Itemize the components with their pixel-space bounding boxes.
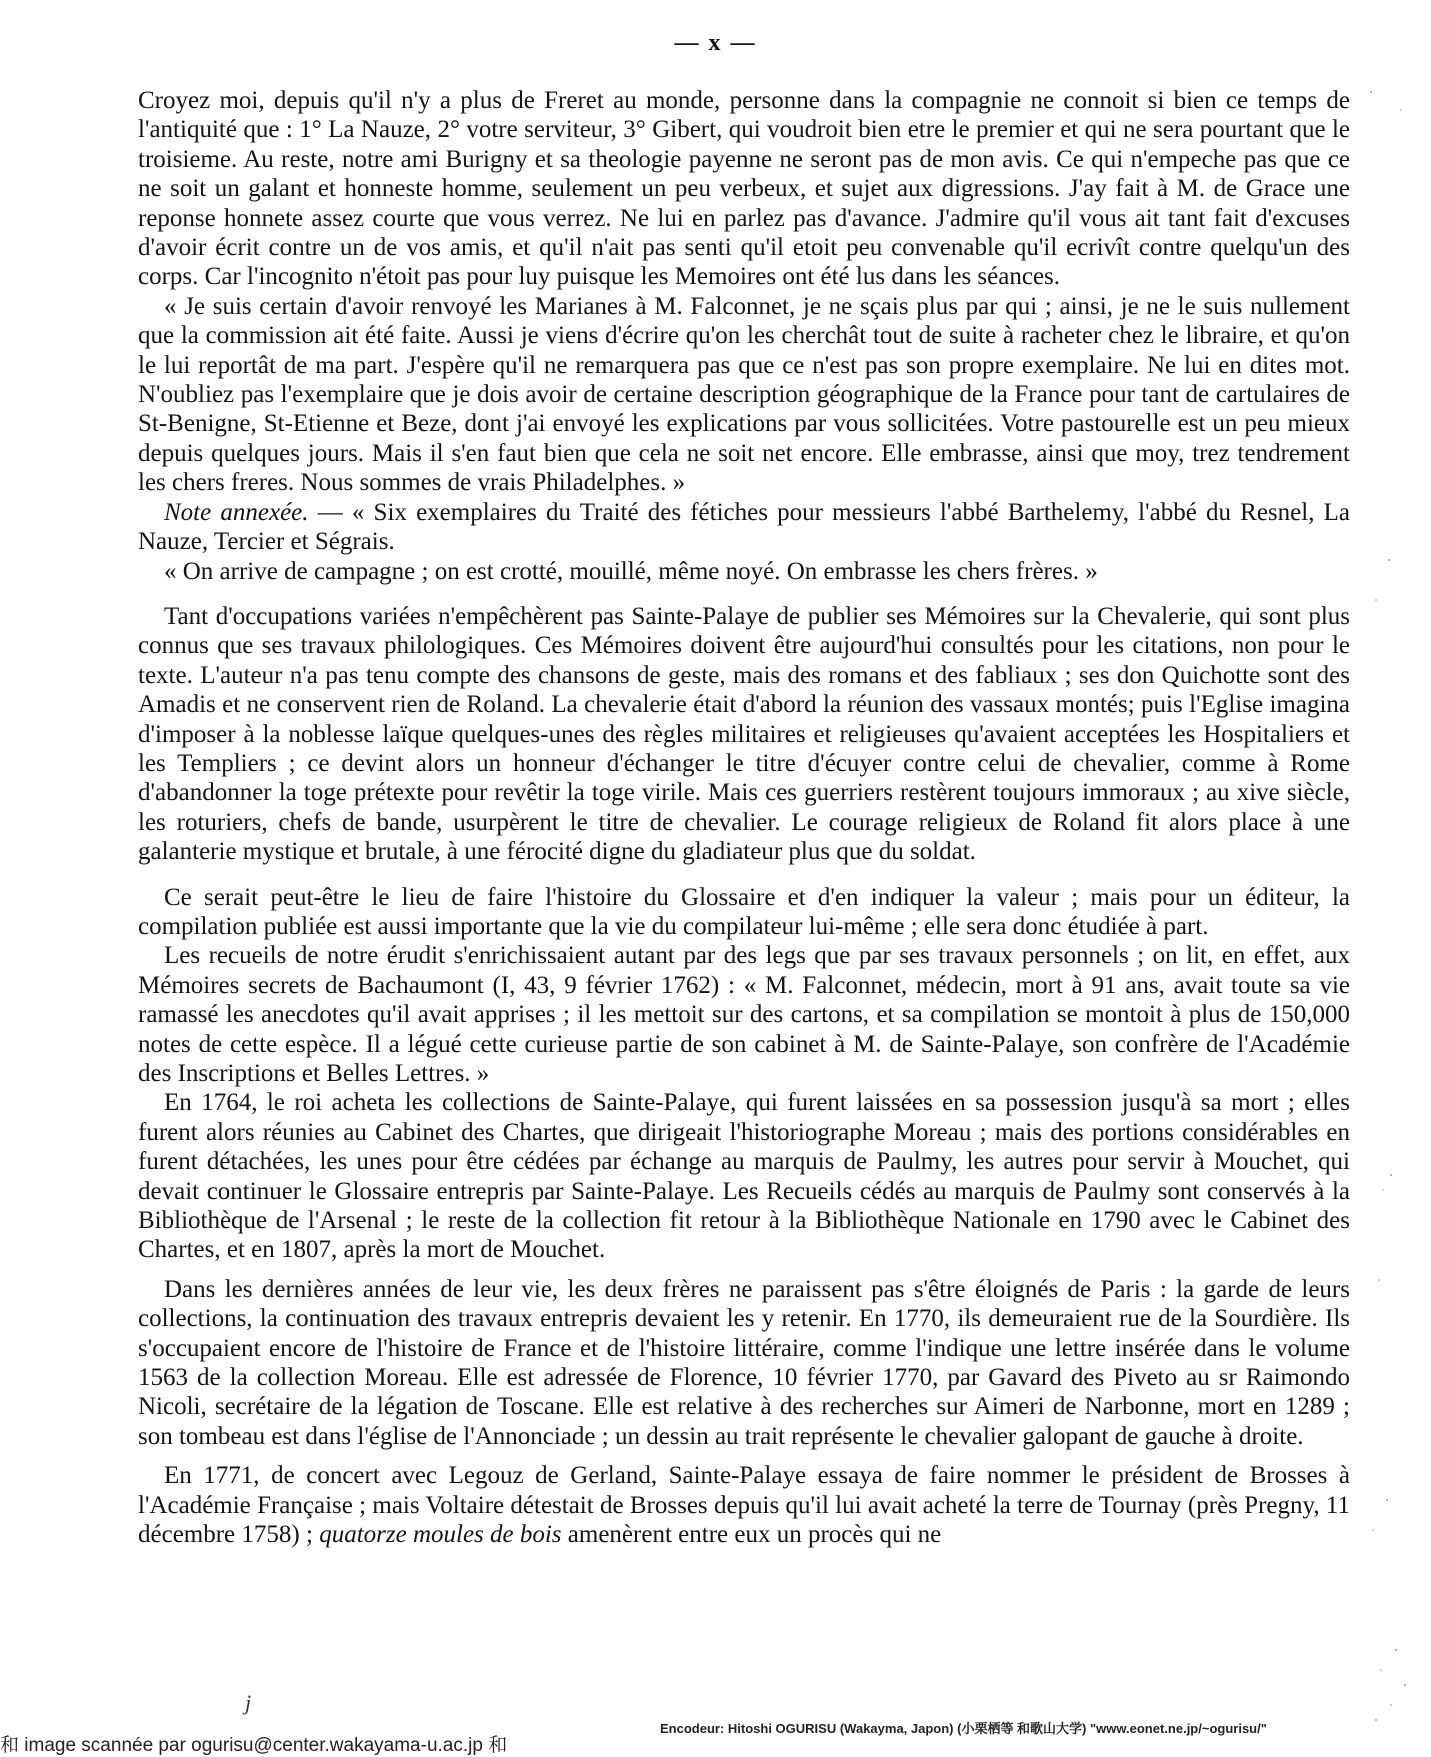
letter-closing-paragraph: « On arrive de campagne ; on est crotté, mouillé, même noyé. On embrasse les chers frères. »	[164, 557, 1098, 585]
page-folio: — x —	[674, 30, 757, 56]
academie-text-italic: quatorze moules de bois	[319, 1521, 562, 1549]
glossaire-paragraph: Ce serait peut-être le lieu de faire l'histoire du Glossaire et d'en indiquer la valeur ; mais pour un éditeur, la compilation publiée est aussi importante que la vie du compilateur lui-même ; elle sera donc étudiée à part.	[138, 883, 1350, 940]
scan-credit: 和 image scannée par ogurisu@center.wakayama-u.ac.jp 和	[0, 1735, 508, 1756]
scan-speckle-margin	[1361, 80, 1431, 1740]
letter-paragraph-2: « Je suis certain d'avoir renvoyé les Marianes à M. Falconnet, je ne sçais plus par qui ; ainsi, je ne le suis nullement que la commission ait été faite. Aussi je viens d'écrire qu'on les cherchât tout de suite à racheter chez le libraire, et qu'on le lui reportât de ma part. J'espère qu'il ne remarquera pas que ce n'est pas son propre exemplaire. Ne lui en dites mot. N'oubliez pas l'exemplaire que je dois avoir de certaine description géographique de la France pour tant de cartulaires de St-Benigne, St-Etienne et Beze, dont j'ai envoyé les explications par vous sollicitées. Votre pastourelle est un peu mieux depuis quelques jours. Mais il s'en faut bien que cela ne soit net encore. Elle embrasse, ainsi que moy, trez tendrement les chers freres. Nous sommes de vrais Philadelphes. »	[138, 292, 1350, 497]
annex-note-paragraph	[138, 498, 1350, 557]
chevalerie-paragraph: Tant d'occupations variées n'empêchèrent pas Sainte-Palaye de publier ses Mémoires sur la Chevalerie, qui sont plus connus que ses travaux philologiques. Ces Mémoires doivent être aujourd'hui consultés pour les citations, non pour le texte. L'auteur n'a pas tenu compte des chansons de geste, mais des romans et des fabliaux ; ses don Quichotte sont des Amadis et ne conservent rien de Roland. La chevalerie était d'abord la réunion des vassaux montés; puis l'Eglise imagina d'imposer à la noblesse laïque quelques-unes des règles militaires et religieuses qu'avaient acceptées les Hospitaliers et les Templiers ; ce devint alors un honneur d'échanger le titre d'écuyer contre celui de chevalier, comme à Rome d'abandonner la toge prétexte pour revêtir la toge virile. Mais ces guerriers restèrent toujours immoraux ; au xive siècle, les roturiers, chefs de bande, usurpèrent le titre de chevalier. Le courage religieux de Roland fit alors place à une galanterie mystique et brutale, à une férocité digne du gladiateur plus que du soldat.	[138, 602, 1350, 866]
annex-note-text: — « Six exemplaires du Traité des fétiches pour messieurs l'abbé Barthelemy, l'abbé du Resnel, La Nauze, Tercier et Ségrais.	[138, 498, 1350, 556]
academie-text-b: amenèrent entre eux un procès qui ne	[561, 1521, 942, 1549]
encoder-credit: Encodeur: Hitoshi OGURISU (Wakayma, Japon) (小栗栖等 和歌山大学) "www.eonet.ne.jp/~ogurisu/"	[660, 1721, 1267, 1736]
signature-mark: j	[245, 1690, 252, 1715]
last-years-paragraph: Dans les dernières années de leur vie, les deux frères ne paraissent pas s'être éloignés de Paris : la garde de leurs collections, la continuation des travaux entrepris devaient les y retenir. En 1770, ils demeuraient rue de la Sourdière. Ils s'occupaient encore de l'histoire de France et de l'histoire littéraire, comme l'indique une lettre insérée dans le volume 1563 de la collection Moreau. Elle est adressée de Florence, 10 février 1770, par Gavard des Piveto au sr Raimondo Nicoli, secrétaire de la légation de Toscane. Elle est relative à des recherches sur Aimeri de Narbonne, mort en 1289 ; son tombeau est dans l'église de l'Annonciade ; un dessin au trait représente le chevalier galopant de gauche à droite.	[138, 1275, 1350, 1450]
academie-paragraph	[138, 1461, 1350, 1549]
page-body	[138, 86, 1350, 1550]
annex-note-label: Note annexée.	[164, 498, 309, 526]
letter-paragraph-1: Croyez moi, depuis qu'il n'y a plus de Freret au monde, personne dans la compagnie ne connoit si bien ce temps de l'antiquité que : 1° La Nauze, 2° votre serviteur, 3° Gibert, qui voudroit bien etre le premier et qui ne sera pourtant que le troisieme. Au reste, notre ami Burigny et sa theologie payenne ne seront pas de mon avis. Ce qui n'empeche pas que ce ne soit un galant et honneste homme, seulement un peu verbeux, et sujet aux digressions. J'ay fait à M. de Grace une reponse honnete assez courte que vous verrez. Ne lui en parlez pas d'avance. J'admire qu'il vous ait tant fait d'excuses d'avoir écrit contre un de vos amis, et qu'il n'ait pas senti qu'il etoit peu convenable qu'il ecrivît contre quelqu'un des corps. Car l'incognito n'étoit pas pour luy puisque les Memoires ont été lus dans les séances.	[138, 87, 1350, 291]
recueils-paragraph: Les recueils de notre érudit s'enrichissaient autant par des legs que par ses travaux personnels ; on lit, en effet, aux Mémoires secrets de Bachaumont (I, 43, 9 février 1762) : « M. Falconnet, médecin, mort à 91 ans, avait toute sa vie ramassé les anecdotes qu'il avait apprises ; il les mettoit sur des cartons, et sa compilation se montoit à plus de 150,000 notes de cette espèce. Il a légué cette curieuse partie de son cabinet à M. de Sainte-Palaye, son confrère de l'Académie des Inscriptions et Belles Lettres. »	[138, 942, 1350, 1087]
collections-paragraph: En 1764, le roi acheta les collections de Sainte-Palaye, qui furent laissées en sa possession jusqu'à sa mort ; elles furent alors réunies au Cabinet des Chartes, que dirigeait l'historiographe Moreau ; mais des portions considérables en furent détachées, les unes pour être cédées par échange au marquis de Paulmy, les autres pour servir à Mouchet, qui devait continuer le Glossaire entrepris par Sainte-Palaye. Les Recueils cédés au marquis de Paulmy sont conservés à la Bibliothèque de l'Arsenal ; le reste de la collection fit retour à la Bibliothèque Nationale en 1790 avec le Cabinet des Chartes, et en 1807, après la mort de Mouchet.	[138, 1089, 1350, 1264]
academie-text-a: En 1771, de concert avec Legouz de Gerland, Sainte-Palaye essaya de faire nommer le président de Brosses à l'Académie Française ; mais Voltaire détestait de Brosses depuis qu'il lui avait acheté la terre de Tournay (près Pregny, 11 décembre 1758) ;	[138, 1462, 1350, 1549]
